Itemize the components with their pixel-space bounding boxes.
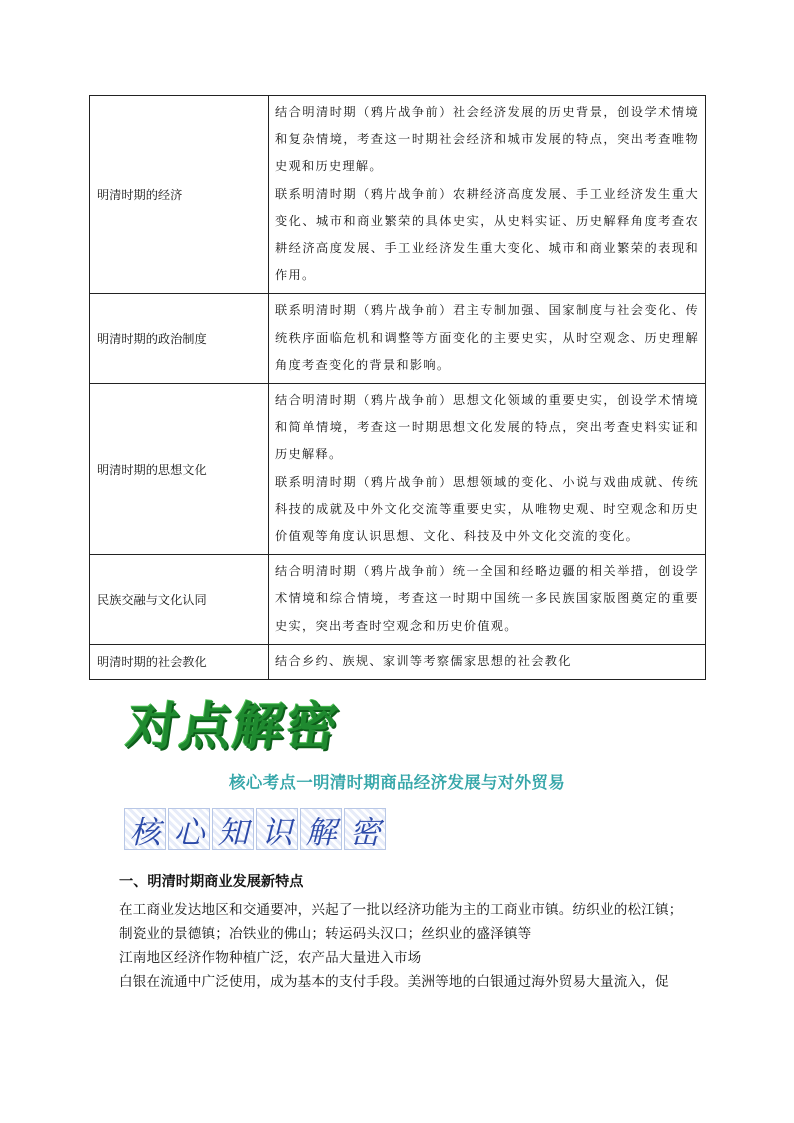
table-row — [90, 644, 706, 679]
topic-cell: 明清时期的政治制度 — [90, 294, 269, 384]
knowledge-title-char: 解 — [300, 808, 342, 850]
knowledge-title-char: 知 — [212, 808, 254, 850]
topic-cell: 民族交融与文化认同 — [90, 555, 269, 645]
table-row — [90, 96, 706, 294]
body-line: 在工商业发达地区和交通要冲，兴起了一批以经济功能为主的工商业市镇。纺织业的松江镇； — [119, 902, 683, 918]
knowledge-title-banner — [124, 808, 386, 850]
knowledge-title-char: 心 — [168, 808, 210, 850]
section-heading: 一、明清时期商业发展新特点 — [119, 874, 304, 890]
body-line: 白银在流通中广泛使用，成为基本的支付手段。美洲等地的白银通过海外贸易大量流入，促 — [119, 974, 669, 990]
body-line: 江南地区经济作物种植广泛，农产品大量进入市场 — [119, 950, 422, 966]
description-cell — [269, 294, 706, 384]
description-paragraph: 结合乡约、族规、家训等考察儒家思想的社会教化 — [275, 653, 572, 668]
table-row — [90, 294, 706, 384]
topic-cell: 明清时期的社会教化 — [90, 644, 269, 679]
description-cell — [269, 384, 706, 555]
topic-cell: 明清时期的经济 — [90, 96, 269, 294]
banner-title: 对点解密 — [123, 697, 344, 757]
description-cell — [269, 555, 706, 645]
description-paragraph: 联系明清时期（鸦片战争前）君主专制加强、国家制度与社会变化、传统秩序面临危机和调整等方面变化的主要史实，从时空观念、历史理解角度考查变化的背景和影响。 — [275, 303, 699, 372]
body-text — [119, 898, 689, 994]
knowledge-title-char: 密 — [344, 808, 386, 850]
table-row — [90, 384, 706, 555]
description-paragraph: 结合明清时期（鸦片战争前）社会经济发展的历史背景，创设学术情境和复杂情境，考查这一时期社会经济和城市发展的特点，突出考查唯物史观和历史理解。 — [275, 105, 699, 174]
description-paragraph: 结合明清时期（鸦片战争前）思想文化领域的重要史实，创设学术情境和简单情境，考查这一时期思想文化发展的特点，突出考查史料实证和历史解释。 — [275, 393, 699, 462]
core-topic-title: 核心考点一明清时期商品经济发展与对外贸易 — [229, 773, 565, 792]
description-paragraph: 联系明清时期（鸦片战争前）思想领域的变化、小说与戏曲成就、传统科技的成就及中外文化交流等重要史实，从唯物史观、时空观念和历史价值观等角度认识思想、文化、科技及中外文化交流的变化。 — [275, 474, 699, 544]
description-cell — [269, 96, 706, 294]
table-row — [90, 555, 706, 645]
requirements-table — [89, 95, 706, 680]
description-paragraph: 结合明清时期（鸦片战争前）统一全国和经略边疆的相关举措，创设学术情境和综合情境，考查这一时期中国统一多民族国家版图奠定的重要史实，突出考查时空观念和历史价值观。 — [275, 564, 699, 633]
topic-cell: 明清时期的思想文化 — [90, 384, 269, 555]
description-cell — [269, 644, 706, 679]
body-line: 制瓷业的景德镇；冶铁业的佛山；转运码头汉口；丝织业的盛泽镇等 — [119, 926, 532, 942]
knowledge-title-char: 识 — [256, 808, 298, 850]
description-paragraph: 联系明清时期（鸦片战争前）农耕经济高度发展、手工业经济发生重大变化、城市和商业繁荣的具体史实，从史料实证、历史解释角度考查农耕经济高度发展、手工业经济发生重大变化、城市和商业繁荣的表现和作用。 — [275, 186, 699, 283]
knowledge-title-char: 核 — [124, 808, 166, 850]
